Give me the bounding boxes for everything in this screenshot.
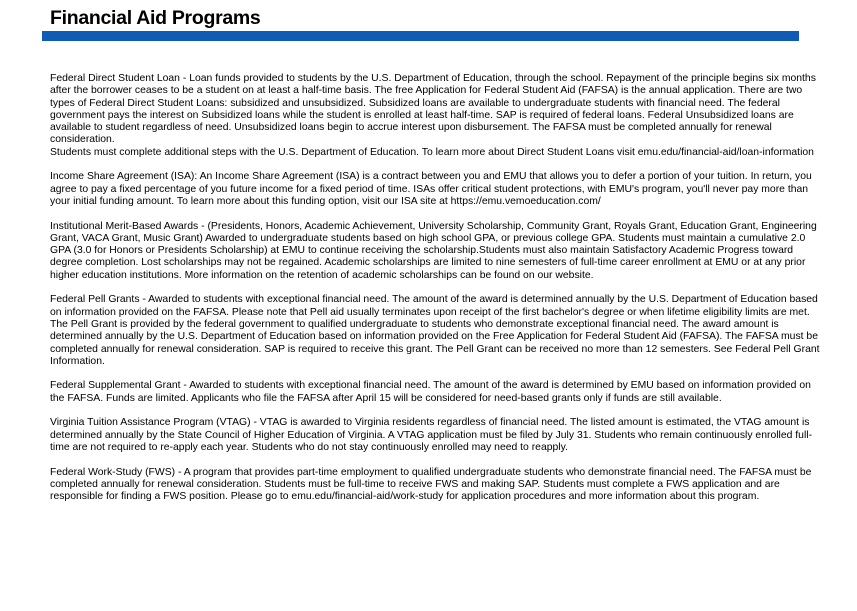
programs-list [50,73,820,516]
program-description: Federal Pell Grants - Awarded to students with exceptional financial need. The amount of the award is determined annually by the U.S. Department of Education based on information provided on the FAFSA. Please note that Pell aid usually terminates upon receipt of the first bachelor's degree or when lifetime eligibility limits are met. The Pell Grant is provided by the federal government to qualified undergraduate to students who demonstrate exceptional financial need. The award amount is determined annually by the U.S. Department of Education based on information provided on the Free Application for Federal Student Aid (FAFSA). The FAFSA must be completed annually for renewal consideration. SAP is required to receive this grant. The Pell Grant can be received no more than 12 semesters. See Federal Pell Grant Information. [50,294,820,367]
program-vtag [50,417,820,454]
program-description-extra: Students must complete additional steps with the U.S. Department of Education. To learn more about Direct Student Loans visit emu.edu/financial-aid/loan-information [50,146,814,158]
program-description: Income Share Agreement (ISA): An Income Share Agreement (ISA) is a contract between you and EMU that allows you to defer a portion of your tuition. In return, you agree to pay a fixed percentage of you future income for a fixed period of time. ISAs offer critical student protections, with EMU's program, you'll never pay more than your initial funding amount. To learn more about this funding option, visit our ISA site at https://emu.vemoeducation.com/ [50,171,812,207]
title-divider-bar [42,31,799,41]
program-income-share-agreement [50,171,820,208]
program-description: Institutional Merit-Based Awards - (Presidents, Honors, Academic Achievement, University Scholarship, Community Grant, Royals Grant, Education Grant, Engineering Grant, VACA Grant, Music Grant) Awarded to undergraduate students based on high school GPA, or previous college GPA. Students must maintain a cumulative 2.0 GPA (3.0 for Honors or Presidents Scholarship) at EMU to continue receiving the scholarship.Students must also maintain Satisfactory Academic Progress toward degree completion. Lost scholarships may not be regained. Academic scholarships are limited to nine semesters of full-time career enrollment at EMU or at any prior higher education institutions. More information on the retention of academic scholarships can be found on our website. [50,220,817,281]
program-federal-work-study [50,467,820,504]
program-federal-pell-grants [50,294,820,368]
program-description: Federal Direct Student Loan - Loan funds provided to students by the U.S. Department of Education, through the school. Repayment of the principle begins six months after the borrower ceases to be a student on at least a half-time basis. The free Application for Federal Student Aid (FAFSA) is the annual application. There are two types of Federal Direct Student Loans: subsidized and unsubsidized. Subsidized loans are available to undergraduate students with financial need. The federal government pays the interest on Subsidized loans while the student is enrolled at least half-time. SAP is required of federal loans. Federal Unsubsidized loans are available to student regardless of need. Unsubsidized loans begin to accrue interest upon disbursement. The FAFSA must be completed annually for renewal consideration. [50,73,816,146]
page-title: Financial Aid Programs [50,7,261,29]
program-direct-student-loan [50,73,820,159]
program-description: Federal Supplemental Grant - Awarded to students with exceptional financial need. The amount of the award is determined by EMU based on information provided on the FAFSA. Funds are limited. Applicants who file the FAFSA after April 15 will be considered for need-based grants only if funds are still available. [50,380,811,404]
program-institutional-merit-awards [50,221,820,282]
program-description: Federal Work-Study (FWS) - A program that provides part-time employment to qualified undergraduate students who demonstrate financial need. The FAFSA must be completed annually for renewal consideration. Students must be full-time to receive FWS and making SAP. Students must complete a FWS application and are responsible for finding a FWS position. Please go to emu.edu/financial-aid/work-study for application procedures and more information about this program. [50,466,812,503]
program-description: Virginia Tuition Assistance Program (VTAG) - VTAG is awarded to Virginia residents regardless of financial need. The listed amount is estimated, the VTAG amount is determined annually by the State Council of Higher Education of Virginia. A VTAG application must be filed by July 31. Students who remain continuously enrolled full-time are not required to re-apply each year. Students who do not stay continuously enrolled may need to reapply. [50,417,813,453]
program-federal-supplemental-grant [50,380,820,405]
